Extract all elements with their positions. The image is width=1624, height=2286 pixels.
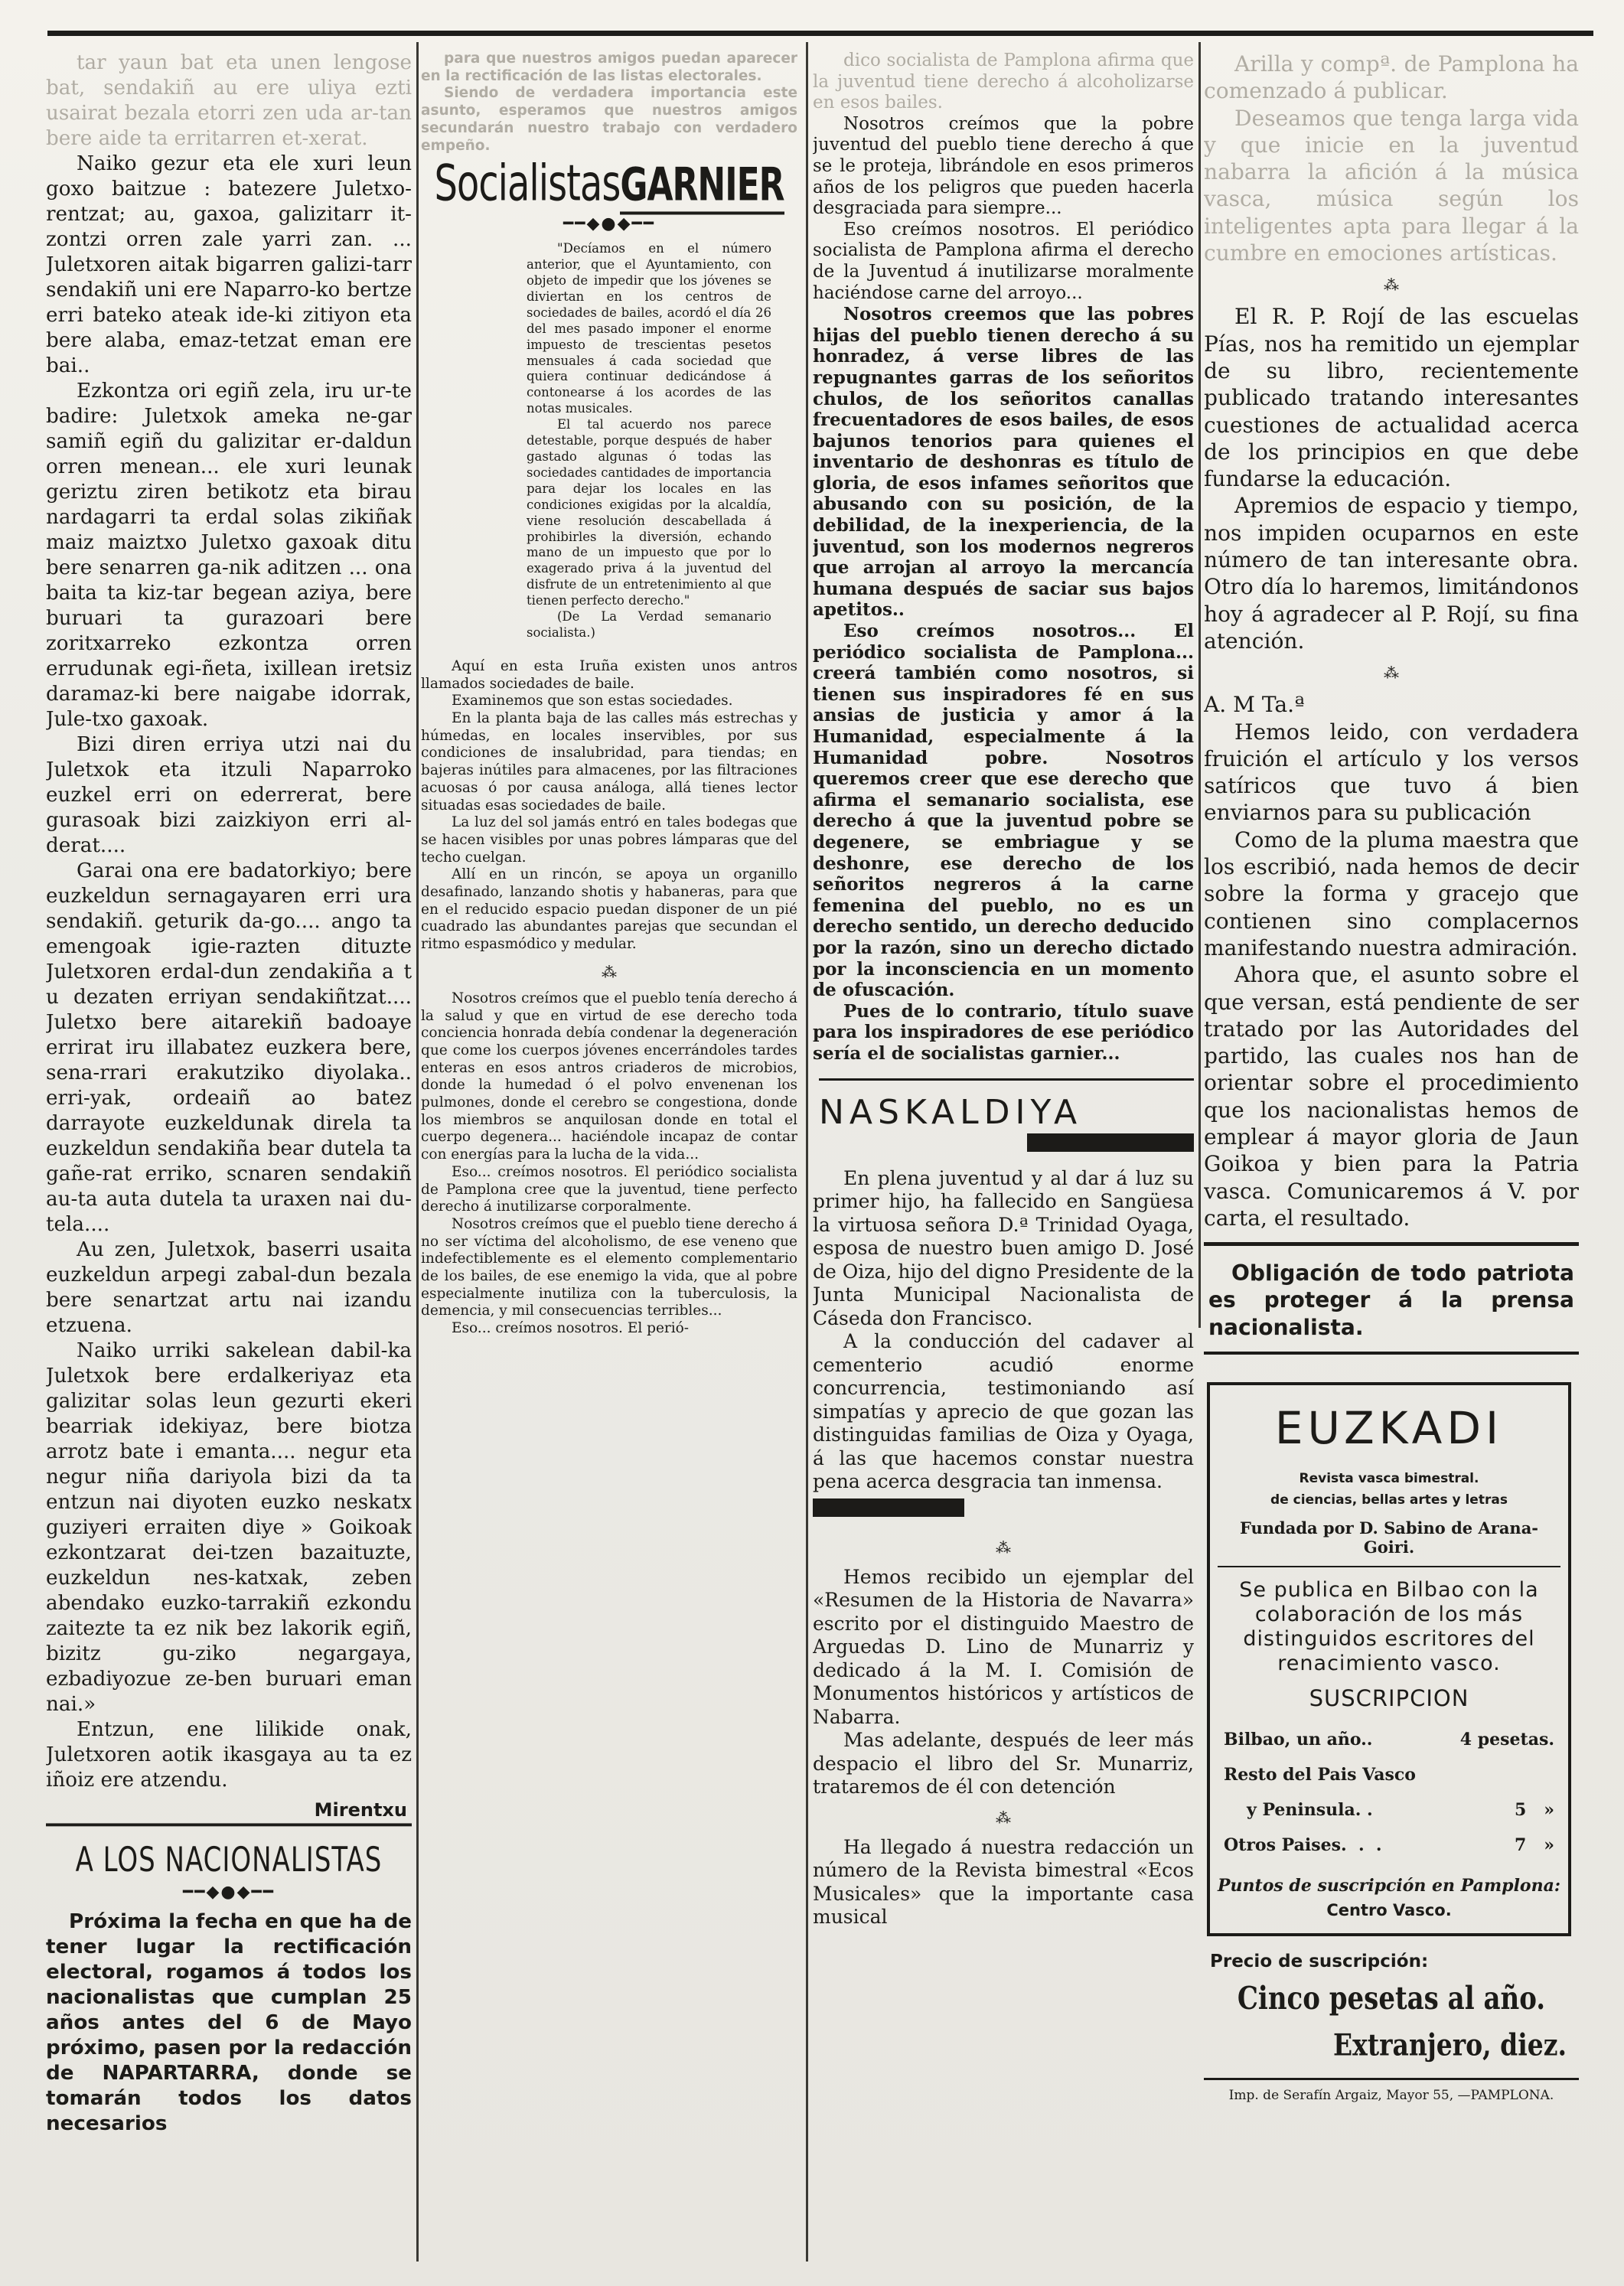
notice-text: Siendo de verdadera importancia este asunto, esperamos que nuestros amigos secundarán nuestro trabajo con verdadero empeño. <box>421 85 797 154</box>
price-row <box>1218 1792 1560 1828</box>
divider <box>1204 1242 1579 1246</box>
notice-text: Próxima la fecha en que ha de tener lugar la rectificación electoral, rogamos á todos los nacionalistas que cumplan 25 años antes del 6 de Mayo próximo, pasen por la redacción de NAPARTARRA, donde se tomarán todos los datos necesarios <box>46 1910 412 2135</box>
paragraph: A la conducción del cadaver al cementerio acudió enorme concurrencia, testimoniando así simpatías y aprecio de que gozan las distinguidas familias de Oiza y Oyaga, á las que hacemos constar nuestra pena acerca desgracia tan inmensa. <box>813 1330 1194 1492</box>
points-location: Centro Vasco. <box>1326 1901 1452 1920</box>
paragraph: Pues de lo contrario, título suave para los inspiradores de ese periódico sería el de socialistas garnier... <box>813 1000 1194 1064</box>
paragraph: Eso creímos nosotros... El periódico socialista de Pamplona... creerá también como nosotros, si tienen sus inspiradores fé en sus ansias de justicia y amor á la Humanidad, especialmente á la Humanidad pobre. Nosotros queremos creer que ese derecho que afirma el semanario socialista, ese derecho á que la juventud pobre se degenere, se embriague y se deshonre, ese derecho de los señoritos negreros á la carne femenina del pueblo, no es un derecho sentido, un derecho deducido por la razón, sino un derecho dictado por la inconsciencia en un momento de ofuscación. <box>813 621 1194 1001</box>
paragraph: Ezkontza ori egiñ zela, iru ur-te badire: Juletxok ameka ne-gar samiñ egiñ du galizitar er-daldun orren menean... ele xuri leunak geriztu ziren betikotz eta birau nardagarri ta erdal solas zikiñak maiz maiztxo Juletxo gaxoak ditu bere senarren ga-nik aditzen ... ona baita ta kiz-tar begean aziya, bere buruari ta gurazoari bere zoritxarreko ezkontza orren errudunak egi-ñeta, ixillean iretsiz daramaz-ki bere naigabe idorrak, Jule-txo gaxoak. <box>46 380 412 731</box>
paragraph: Arilla y compª. de Pamplona ha comenzado á publicar. <box>1204 51 1579 104</box>
quote-paragraph: El tal acuerdo nos parece detestable, porque después de haber gastado algunas ó todas las sociedades cantidades de importancia para dejar los locales en las condiciones exigidas por la alcaldía, viene resolución descabellada á prohibirles la diversión, echando mano de un impuesto que por lo exagerado priva á la juventud del disfrute de un entretenimiento al que tienen perfecto derecho." <box>527 417 771 608</box>
ad-description: Se publica en Bilbao con la colaboración de los más distinguidos escritores del renacimiento vasco. <box>1239 1578 1539 1676</box>
paragraph: Aquí en esta Iruña existen unos antros llamados sociedades de baile. <box>421 657 797 692</box>
paragraph: Au zen, Juletxok, baserri usaita euzkeldun arpegi zabal-dun bezala bere senartzat artu nai izandu etzuena. <box>46 1238 412 1337</box>
column-divider <box>806 42 808 2262</box>
section-stars: ⁂ <box>996 1808 1011 1827</box>
paragraph: Nosotros creímos que la pobre juventud del pueblo tiene derecho á que se le proteja, librándole en esos primeros años de los peligros que pueden hacerla desgraciada para siempre... <box>813 113 1194 219</box>
paragraph: En la planta baja de las calles más estrechas y húmedas, en locales inservibles, por sus condiciones de insalubridad, para tiendas; en bajeras inútiles para almacenes, por las filtraciones acuosas ó por causa análoga, allá tienes lector situadas esas sociedades de baile. <box>421 709 797 814</box>
ad-subtitle: Revista vasca bimestral. <box>1299 1471 1479 1487</box>
subscription-heading: SUSCRIPCION <box>1309 1685 1469 1712</box>
paragraph: Entzun, ene lilikide onak, Juletxoren aotik ikasgaya au ta ez iñoiz ere atzendu. <box>46 1718 412 1792</box>
top-rule <box>47 31 1593 36</box>
paragraph: Mas adelante, después de leer más despacio el libro del Sr. Munarriz, trataremos de él con detención <box>813 1729 1194 1798</box>
decorative-bar <box>813 1498 964 1517</box>
column-3 <box>813 51 1194 1929</box>
article-heading <box>421 155 797 213</box>
price-label: Otros Paises. . . <box>1224 1835 1382 1856</box>
section-stars: ⁂ <box>1384 664 1399 683</box>
column-2 <box>421 51 797 1338</box>
paragraph: Nosotros creímos que el pueblo tenía derecho á la salud y que en virtud de ese derecho toda conciencia honrada debía condenar la degeneración que come los cuerpos jóvenes encerrándoles tardes enteras en esos antros criaderos de microbios, donde la humedad ó el polvo envenenan los pulmones, donde el cerebro se congestiona, donde los miembros se anquilosan donde en total el cuerpo degenera... haciéndole incapaz de contar con energías para la lucha de la vida... <box>421 990 797 1163</box>
section-stars: ⁂ <box>1384 276 1399 295</box>
section-stars: ⁂ <box>602 962 617 981</box>
notice-text: Obligación de todo patriota es proteger á la prensa nacionalista. <box>1204 1254 1579 1355</box>
paragraph: Garai ona ere badatorkiyo; bere euzkeldun sernagayaren erri ura sendakiñ. geturik da-go.... ango ta emengoak igie-razten dituzte Juletxoren erdal-dun zendakiña a t u dezaten erriyan sendakiñtzat.... Juletxo bere aitarekiñ badoaye errirat iru illabatez euzkera bere, sena-rrari erakutziko diyolaka.. erri-yak, ordeaiñ ao batez darrayote euzkeldunak direla ta euzkeldun sendakiña bear dutela ta gañe-rat erriko, scnaren sendakiñ au-ta auta dutela ta uraxen nai du-tela.... <box>46 859 412 1236</box>
price-domestic: Cinco pesetas al año. <box>1237 1981 1546 2018</box>
column-divider <box>416 42 419 2262</box>
quote-source: (De La Verdad semanario socialista.) <box>527 609 771 640</box>
price-row <box>1218 1722 1560 1757</box>
paragraph: Como de la pluma maestra que los escribió, nada hemos de decir sobre la forma y gracejo que contienen sino complacernos manifestando nuestra admiración. <box>1204 827 1579 960</box>
price-label: Bilbao, un año.. <box>1224 1730 1373 1750</box>
price-label: Resto del Pais Vasco <box>1224 1765 1416 1785</box>
price-value: 7 » <box>1514 1835 1554 1856</box>
price-foreign: Extranjero, diez. <box>1333 2027 1567 2063</box>
paragraph: Eso creímos nosotros. El periódico socialista de Pamplona afirma el derecho de la Juventud á inutilizarse moralmente haciéndose carne del arroyo... <box>813 219 1194 303</box>
paragraph: Allí en un rincón, se apoya un organillo desafinado, lanzando shotis y habaneras, para que en el reducido espacio puedan disponer de un pié cuadrado las abundantes parejas que secundan el ritmo espasmódico y medular. <box>421 866 797 953</box>
notice-text: para que nuestros amigos puedan aparecer en la rectificación de las listas electorales. <box>421 51 797 84</box>
paragraph: Eso... creímos nosotros. El periódico socialista de Pamplona cree que la juventud, tiene perfecto derecho á inutilizarse corporalmente. <box>421 1163 797 1215</box>
ornament: ━━◆●◆━━ <box>563 214 655 234</box>
paragraph: Hemos leido, con verdadera fruición el artículo y los versos satíricos que tuvo á bien enviarnos para su publicación <box>1204 719 1579 826</box>
paragraph: Ahora que, el asunto sobre el que versan, está pendiente de ser tratado por las Autoridades del partido, las cuales nos han de orientar sobre el procedimiento que los nacionalistas hemos de emplear á mayor gloria de Jaun Goikoa y bien para la Patria vasca. Comunicaremos á V. por carta, el resultado. <box>1204 962 1579 1231</box>
price-label: y Peninsula. . <box>1247 1800 1373 1821</box>
paragraph: tar yaun bat eta unen lengose bat, sendakiñ au ere uliya ezti usairat bezala etorri zen uda ar-tan bere aide ta erritarren et-xerat. <box>46 51 412 150</box>
ornament: ━━◆●◆━━ <box>182 1883 275 1902</box>
decorative-bar <box>1027 1133 1194 1152</box>
paragraph: Nosotros creemos que las pobres hijas del pueblo tienen derecho á su honradez, á verse libres de las repugnantes garras de los señoritos chulos, de los señoritos canallas frecuentadores de esos bailes, de esos bajunos tenorios para quienes el inventario de deshonras es título de gloria, de esos infames señoritos que abusando con su posición, de la debilidad, de la inexperiencia, de la juventud, son los modernos negreros que arrojan al arroyo la mercancía humana después de saciar sus bajos apetitos.. <box>813 304 1194 621</box>
price-heading: Precio de suscripción: <box>1210 1952 1429 1972</box>
column-4 <box>1204 51 1579 2103</box>
subscription-points <box>1218 1873 1560 1922</box>
paragraph: Naiko urriki sakelean dabil-ka Juletxok bere erdalkeriyaz eta galizitar solas leun gezurti ekeri bearriak idekiyaz, bere biotza arrotz bate i emanta.... negur eta negur niña dariyola bizi da ta entzun nai diyoten euzko neskatx guziyeri erraiten diye » Goikoak ezkontzarat dei-tzen bazaituzte, euzkeldun nes-katxak, zeben abendako euzko-tarrakiñ ezkondu zaitezte ta ez nik bez lakorik egiñ, bizitz gu-ziko negargaya, ezbadiyozue ze-ben buruari eman nai.» <box>46 1339 412 1716</box>
ad-subtitle: de ciencias, bellas artes y letras <box>1270 1492 1508 1508</box>
quotation-block <box>421 241 797 641</box>
column-1 <box>46 51 412 2137</box>
paragraph: Nosotros creímos que el pueblo tiene derecho á no ser víctima del alcoholismo, de ese veneno que indefectiblemente es el elemento complementario de los bailes, de ese enemigo la vida, que al pobre especialmente inutiliza con la tuberculosis, la demencia, y mil consecuencias terribles... <box>421 1215 797 1319</box>
heading-main: Socialistas <box>434 155 621 214</box>
section-stars: ⁂ <box>996 1538 1011 1557</box>
paragraph: Hemos recibido un ejemplar del «Resumen de la Historia de Navarra» escrito por el distinguido Maestro de Arguedas D. Lino de Munarriz y dedicado á la M. I. Comisión de Monumentos históricos y artísticos de Nabarra. <box>813 1565 1194 1728</box>
paragraph: Apremios de espacio y tiempo, nos impiden ocuparnos en este número de tan interesante obra. Otro día lo haremos, limitándonos hoy á agradecer al P. Rojí, su fina atención. <box>1204 493 1579 654</box>
price-row <box>1218 1828 1560 1863</box>
ad-founder: Fundada por D. Sabino de Arana-Goiri. <box>1218 1518 1560 1567</box>
printer-imprint: Imp. de Serafín Argaiz, Mayor 55, —PAMPLONA. <box>1204 2078 1579 2103</box>
paragraph: Deseamos que tenga larga vida y que inicie en la juventud nabarra la afición á la música vasca, música según los inteligentes apta para llegar á la cumbre en emociones artísticas. <box>1204 105 1579 266</box>
paragraph: Naiko gezur eta ele xuri leun goxo baitzue : batezere Juletxo-rentzat; au, gaxoa, galizitarr it-zontzi orren zale yarri zan. ... Juletxoren aitak bigarren galizi-tarr sendakiñ uni ere Naparro-ko bertze erri bateko ateak ide-ki zitiyon eta bere alaba, emaz-tetzat eman ere bai.. <box>46 152 412 377</box>
paragraph: En plena juventud y al dar á luz su primer hijo, ha fallecido en Sangüesa la virtuosa señora D.ª Trinidad Oyaga, esposa de nuestro buen amigo D. José de Oiza, hijo del digno Presidente de la Junta Municipal Nacionalista de Cáseda don Francisco. <box>813 1166 1194 1329</box>
euzkadi-advertisement <box>1207 1382 1571 1936</box>
price-value: 5 » <box>1514 1800 1554 1821</box>
paragraph: A. M Ta.ª <box>1204 692 1305 718</box>
paragraph: dico socialista de Pamplona afirma que la juventud tiene derecho á alcoholizarse en esos bailes. <box>813 51 1194 113</box>
points-label: Puntos de suscripción en Pamplona: <box>1218 1876 1560 1896</box>
section-heading: NASKALDIYA <box>819 1078 1194 1132</box>
paragraph: Eso... creímos nosotros. El perió- <box>452 1320 690 1337</box>
paragraph: Bizi diren erriya utzi nai du Juletxok eta itzuli Naparroko euzkel erri on ederrerat, bere gurasoak bizi zaizkiyon erri al-derat.... <box>46 733 412 857</box>
ad-title: EUZKADI <box>1274 1402 1504 1455</box>
paragraph: El R. P. Rojí de las escuelas Pías, nos ha remitido un ejemplar de su libro, recientemente publicado tratando interesantes cuestiones de actualidad acerca de los principios en que debe fundarse la educación. <box>1204 304 1579 492</box>
price-row <box>1218 1757 1560 1792</box>
author-signature: Mirentxu <box>314 1799 407 1821</box>
quote-paragraph: "Decíamos en el número anterior, que el Ayuntamiento, con objeto de impedir que los jóvenes se diviertan en los centros de sociedades de bailes, acordó el día 26 del mes pasado imponer el enorme impuesto de trescientas pesetos mensuales á cada sociedad que quiera continuar dedicándose á contonearse á los acordes de las notas musicales. <box>527 241 771 416</box>
price-value: 4 pesetas. <box>1459 1730 1554 1750</box>
paragraph: Ha llegado á nuestra redacción un número de la Revista bimestral «Ecos Musicales» que la importante casa musical <box>813 1835 1194 1928</box>
heading-garnier: GARNIER <box>620 159 784 215</box>
paragraph: Examinemos que son estas sociedades. <box>452 693 733 709</box>
column-divider <box>1198 42 1201 1328</box>
section-heading: A LOS NACIONALISTAS <box>46 1823 412 1880</box>
paragraph: La luz del sol jamás entró en tales bodegas que se hacen visibles por unas pobres lámparas que del techo cuelgan. <box>421 814 797 866</box>
